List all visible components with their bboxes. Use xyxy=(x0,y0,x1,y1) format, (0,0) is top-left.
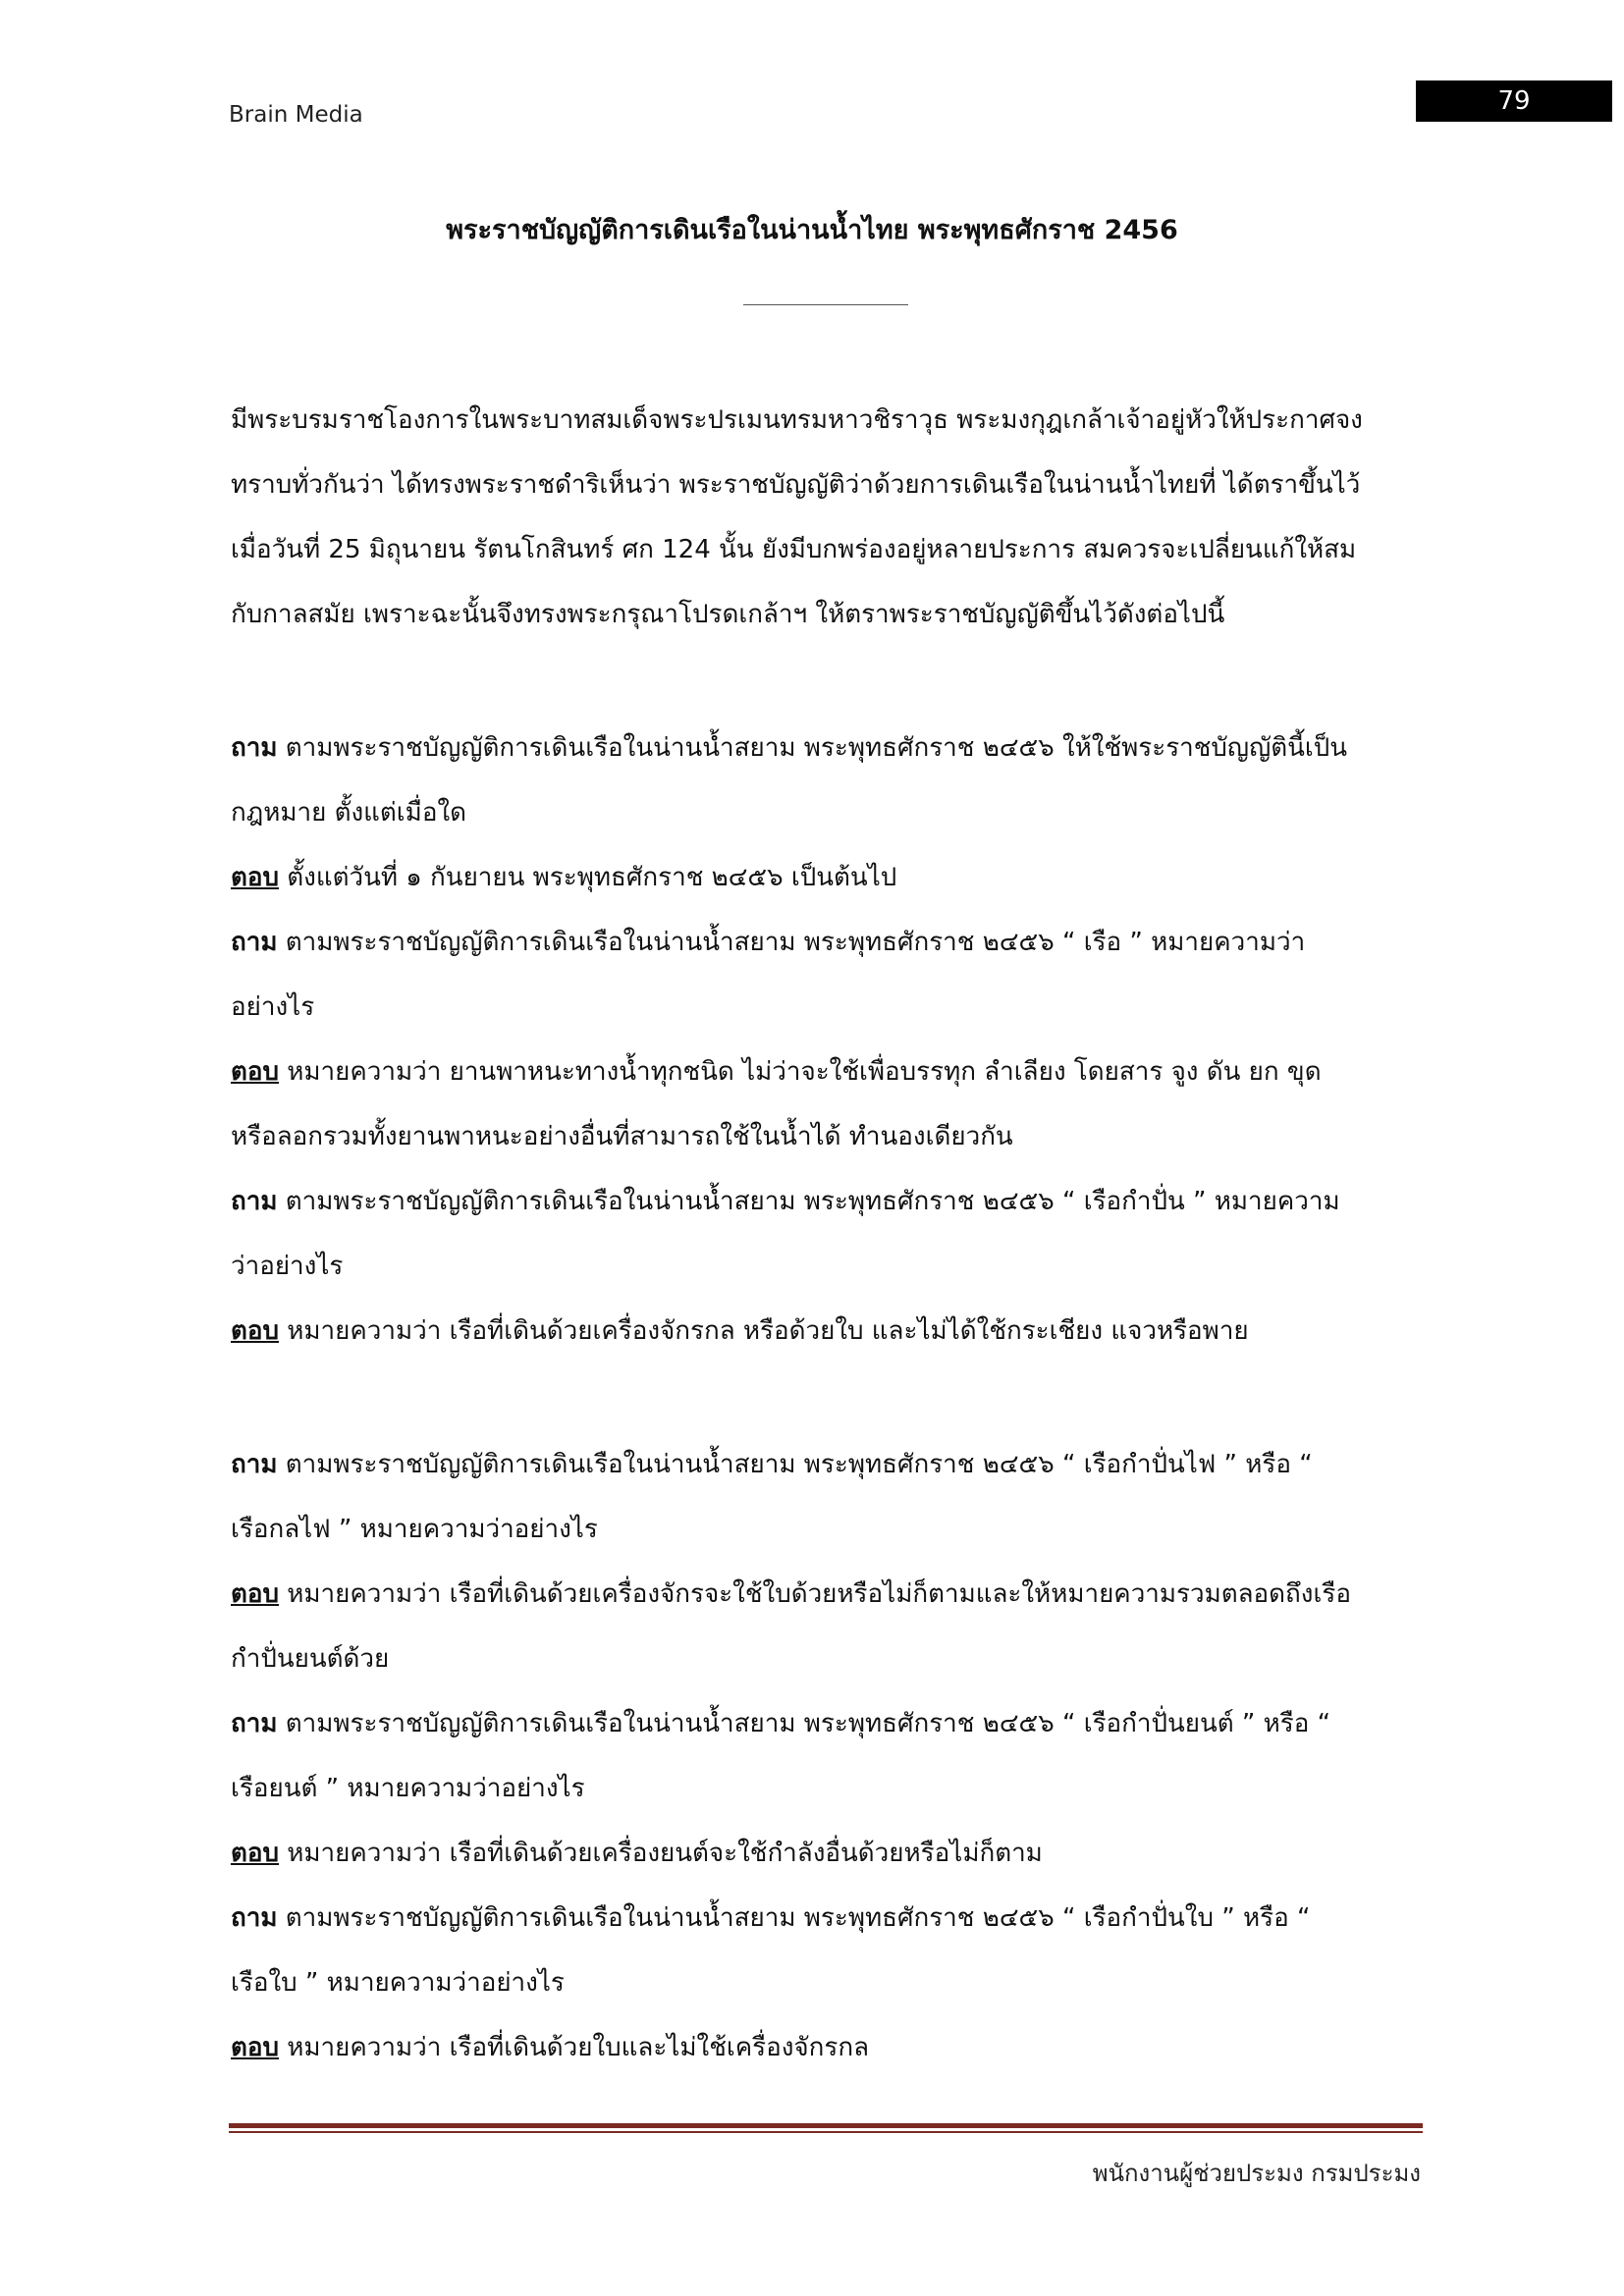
line-text: กฎหมาย ตั้งแต่เมื่อใด xyxy=(231,798,467,828)
answer-label: ตอบ xyxy=(231,1316,280,1346)
question-line xyxy=(231,1447,1313,1482)
answer-line xyxy=(231,1576,1351,1612)
continuation-line xyxy=(231,989,314,1025)
footer-rule-thin xyxy=(229,2131,1423,2133)
question-line xyxy=(231,925,1305,960)
answer-label: ตอบ xyxy=(231,1579,280,1609)
continuation-line xyxy=(231,1249,343,1284)
line-text: ว่าอย่างไร xyxy=(231,1252,344,1281)
answer-line xyxy=(231,1054,1322,1090)
line-text: ตั้งแต่วันที่ ๑ กันยายน พระพุทธศักราช ๒๔๕๖ เป็นต้นไป xyxy=(279,863,897,892)
question-label: ถาม xyxy=(231,1903,278,1933)
line-text: กำปั่นยนต์ด้วย xyxy=(231,1644,390,1674)
line-text: เรือใบ ” หมายความว่าอย่างไร xyxy=(231,1968,565,1998)
line-text: ตามพระราชบัญญัติการเดินเรือในน่านน้ำสยาม พระพุทธศักราช ๒๔๕๖ “ เรือกำปั่นไฟ ” หรือ “ xyxy=(277,1450,1313,1479)
answer-line xyxy=(231,1313,1249,1349)
line-text: อย่างไร xyxy=(231,992,315,1022)
continuation-line xyxy=(231,795,466,830)
footer-text: พนักงานผู้ช่วยประมง กรมประมง xyxy=(1092,2160,1421,2187)
line-text: หมายความว่า เรือที่เดินด้วยเครื่องจักรกล หรือด้วยใบ และไม่ได้ใช้กระเชียง แจวหรือพาย xyxy=(279,1316,1249,1346)
answer-label: ตอบ xyxy=(231,1057,280,1087)
answer-label: ตอบ xyxy=(231,1839,280,1868)
preamble-line: กับกาลสมัย เพราะฉะนั้นจึงทรงพระกรุณาโปรดเกล้าฯ ให้ตราพระราชบัญญัติขึ้นไว้ดังต่อไปนี้ xyxy=(231,600,1225,629)
brand-label: Brain Media xyxy=(229,102,363,128)
title-underline xyxy=(743,304,908,305)
line-text: เรือกลไฟ ” หมายความว่าอย่างไร xyxy=(231,1515,598,1544)
continuation-line xyxy=(231,1512,598,1547)
preamble-line: ทราบทั่วกันว่า ได้ทรงพระราชดำริเห็นว่า พระราชบัญญัติว่าด้วยการเดินเรือในน่านน้ำไทยที่ ได้ตราขึ้นไว้ xyxy=(231,470,1361,500)
line-text: หมายความว่า ยานพาหนะทางน้ำทุกชนิด ไม่ว่าจะใช้เพื่อบรรทุก ลำเลียง โดยสาร จูง ดัน ยก ขุด xyxy=(279,1057,1322,1087)
line-text: หมายความว่า เรือที่เดินด้วยใบและไม่ใช้เครื่องจักรกล xyxy=(279,2033,870,2062)
continuation-line xyxy=(231,1771,585,1806)
answer-line xyxy=(231,1836,1043,1871)
preamble-line: มีพระบรมราชโองการในพระบาทสมเด็จพระปรเมนทรมหาวชิราวุธ พระมงกุฎเกล้าเจ้าอยู่หัวให้ประกาศจง xyxy=(231,405,1363,435)
question-label: ถาม xyxy=(231,1709,278,1738)
question-label: ถาม xyxy=(231,1187,278,1216)
page-number-badge: 79 xyxy=(1416,80,1612,122)
question-line xyxy=(231,1900,1310,1936)
document-title: พระราชบัญญัติการเดินเรือในน่านน้ำไทย พระพุทธศักราช 2456 xyxy=(446,215,1178,245)
continuation-line xyxy=(231,1641,389,1677)
question-line xyxy=(231,1706,1330,1741)
line-text: เรือยนต์ ” หมายความว่าอย่างไร xyxy=(231,1774,585,1803)
question-label: ถาม xyxy=(231,1450,278,1479)
question-line xyxy=(231,1184,1340,1219)
preamble-line: เมื่อวันที่ 25 มิถุนายน รัตนโกสินทร์ ศก 124 นั้น ยังมีบกพร่องอยู่หลายประการ สมควรจะเปลี่ยนแก้ให้สม xyxy=(231,535,1357,564)
question-line xyxy=(231,730,1347,766)
line-text: หมายความว่า เรือที่เดินด้วยเครื่องจักรจะใช้ใบด้วยหรือไม่ก็ตามและให้หมายความรวมตลอดถึงเรือ xyxy=(279,1579,1351,1609)
line-text: ตามพระราชบัญญัติการเดินเรือในน่านน้ำสยาม พระพุทธศักราช ๒๔๕๖ “ เรือกำปั่น ” หมายความ xyxy=(277,1187,1340,1216)
answer-line xyxy=(231,860,896,895)
question-label: ถาม xyxy=(231,733,278,763)
line-text: หรือลอกรวมทั้งยานพาหนะอย่างอื่นที่สามารถใช้ในน้ำได้ ทำนองเดียวกัน xyxy=(231,1122,1013,1151)
answer-label: ตอบ xyxy=(231,863,280,892)
line-text: หมายความว่า เรือที่เดินด้วยเครื่องยนต์จะใช้กำลังอื่นด้วยหรือไม่ก็ตาม xyxy=(279,1839,1043,1868)
continuation-line xyxy=(231,1119,1013,1154)
line-text: ตามพระราชบัญญัติการเดินเรือในน่านน้ำสยาม พระพุทธศักราช ๒๔๕๖ ให้ใช้พระราชบัญญัตินี้เป็น xyxy=(277,733,1348,763)
line-text: ตามพระราชบัญญัติการเดินเรือในน่านน้ำสยาม พระพุทธศักราช ๒๔๕๖ “ เรือกำปั่นใบ ” หรือ “ xyxy=(277,1903,1311,1933)
line-text: ตามพระราชบัญญัติการเดินเรือในน่านน้ำสยาม พระพุทธศักราช ๒๔๕๖ “ เรือกำปั่นยนต์ ” หรือ “ xyxy=(277,1709,1331,1738)
answer-line xyxy=(231,2030,869,2065)
line-text: ตามพระราชบัญญัติการเดินเรือในน่านน้ำสยาม พระพุทธศักราช ๒๔๕๖ “ เรือ ” หมายความว่า xyxy=(277,928,1306,957)
question-label: ถาม xyxy=(231,928,278,957)
continuation-line xyxy=(231,1965,565,2001)
answer-label: ตอบ xyxy=(231,2033,280,2062)
footer-rule-thick xyxy=(229,2123,1423,2128)
